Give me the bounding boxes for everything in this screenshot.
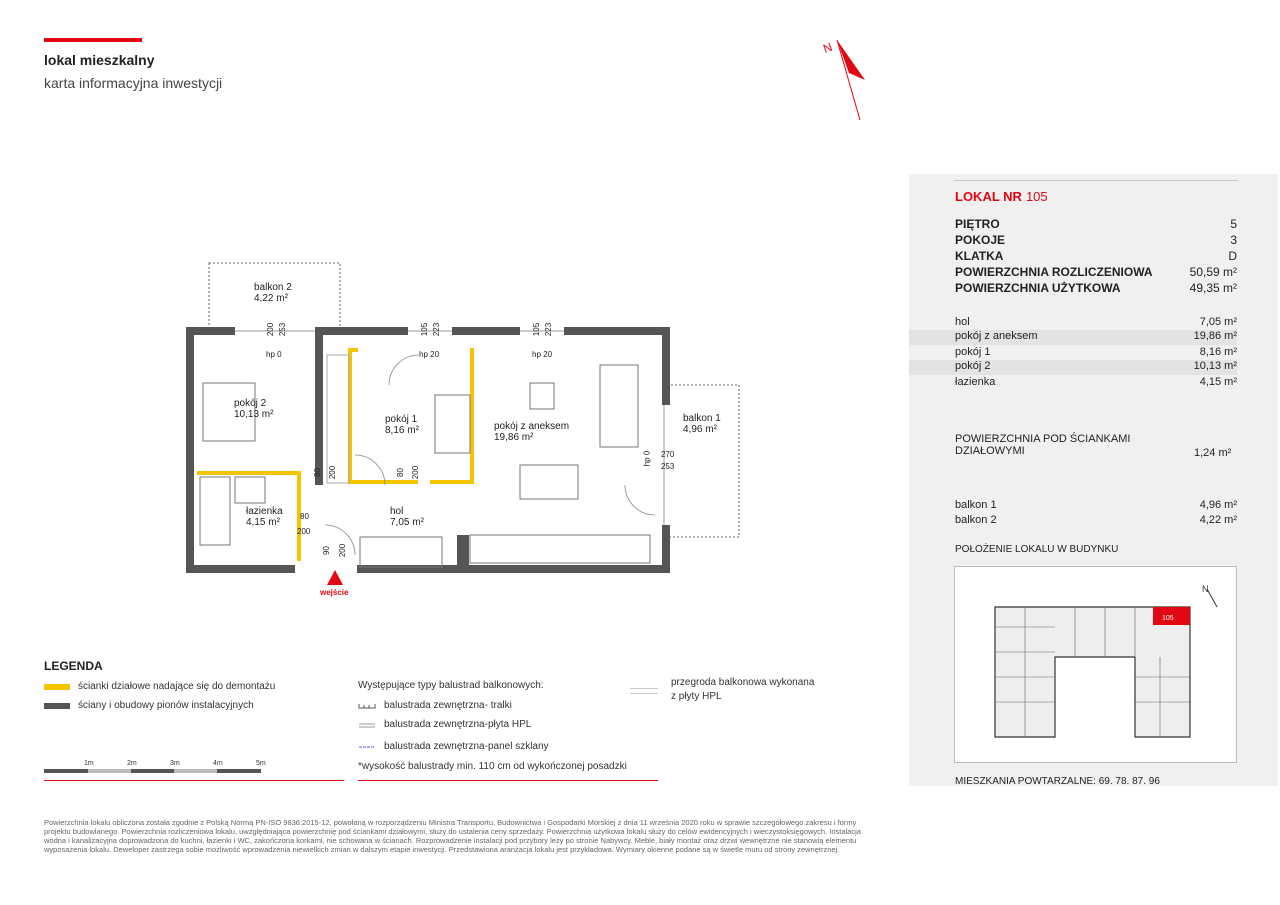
dim-label: 200 [338, 543, 348, 558]
room-area-row: pokój 1 8,16 m² [955, 346, 1237, 358]
room-label: balkon 2 4,22 m² [254, 282, 292, 304]
svg-text:105: 105 [1162, 615, 1174, 622]
partition-note: przegroda balkonowa wykonana z płyty HPL [671, 677, 815, 702]
dim-label: 200 [328, 465, 338, 480]
balcony-row: balkon 1 4,96 m² [955, 499, 1237, 511]
walls-value: 1,24 m² [1194, 447, 1232, 459]
dim-label: 80 [300, 512, 309, 521]
dim-label: 90 [321, 546, 331, 555]
legend-item: balustrada zewnętrzna-panel szklany [384, 741, 549, 752]
legend-item: ścianki działowe nadające się do demontażu [44, 681, 275, 692]
floor-plan [185, 255, 755, 605]
room-label: łazienka 4,15 m² [246, 506, 283, 528]
svg-text:N: N [1202, 584, 1209, 594]
legend-item: balustrada zewnętrzna- tralki [358, 700, 512, 711]
room-area-row: pokój z aneksem 19,86 m² [909, 330, 1237, 345]
room-label: pokój 2 10,13 m² [234, 398, 274, 420]
lokal-number: LOKAL NR 105 [955, 189, 1048, 204]
summary-row: POKOJE 3 [955, 233, 1237, 247]
summary-row: KLATKA D [955, 249, 1237, 263]
dim-label: 270 [661, 450, 675, 459]
dim-label: 105 [420, 322, 430, 337]
hpl-partition-icon [630, 688, 658, 694]
summary-row: PIĘTRO 5 [955, 217, 1237, 231]
page-title: lokal mieszkalny [44, 52, 155, 68]
dim-label: 223 [432, 322, 442, 337]
dim-label: 80 [395, 468, 405, 477]
room-label: pokój z aneksem 19,86 m² [494, 421, 570, 443]
dim-label: 200 [266, 322, 276, 337]
dim-label: 223 [544, 322, 554, 337]
page-subtitle: karta informacyjna inwestycji [44, 75, 223, 91]
room-label: hol 7,05 m² [390, 506, 424, 528]
balcony-row: balkon 2 4,22 m² [955, 514, 1237, 526]
room-area-row: łazienka 4,15 m² [955, 376, 1237, 388]
dim-label: hp 0 [642, 450, 652, 467]
legend-item: balustrada zewnętrzna-płyta HPL [358, 719, 531, 730]
entrance-label: wejście [320, 588, 349, 597]
balustrade-note: *wysokość balustrady min. 110 cm od wykończonej posadzki [358, 761, 627, 772]
scale-bar: 1m 2m 3m 4m 5m [44, 760, 269, 780]
summary-row: POWIERZCHNIA UŻYTKOWA 49,35 m² [955, 281, 1237, 295]
dim-label: 253 [661, 462, 675, 471]
legend-title: LEGENDA [44, 659, 103, 673]
dim-label: hp 20 [419, 350, 440, 359]
brand-accent-bar [44, 38, 142, 42]
dim-label: 253 [278, 322, 288, 337]
room-area-row: hol 7,05 m² [955, 316, 1237, 328]
swatch-yellow [44, 684, 70, 690]
outer-walls [190, 331, 666, 569]
dim-label: 200 [297, 527, 311, 536]
legend-item: ściany i obudowy pionów instalacyjnych [44, 700, 254, 711]
compass-north-arrow-icon [815, 35, 875, 125]
room-area-row: pokój 2 10,13 m² [909, 360, 1237, 375]
dim-label: 105 [532, 322, 542, 337]
walls-label: POWIERZCHNIA POD ŚCIANKAMI DZIAŁOWYMI [955, 433, 1131, 457]
swatch-grey [44, 703, 70, 709]
dim-label: hp 0 [266, 350, 282, 359]
dim-label: 80 [312, 468, 322, 477]
legend-divider [44, 780, 344, 781]
balkon-1-outline [663, 385, 739, 537]
room-label: pokój 1 8,16 m² [385, 414, 419, 436]
compass-label: N [821, 39, 835, 56]
summary-row: POWIERZCHNIA ROZLICZENIOWA 50,59 m² [955, 265, 1237, 279]
position-label: POŁOŻENIE LOKALU W BUDYNKU [955, 544, 1119, 555]
legend-divider [358, 780, 658, 781]
dim-label: 200 [411, 465, 421, 480]
balustrade-title: Występujące typy balustrad balkonowych: [358, 680, 544, 691]
disclaimer: Powierzchnia lokalu obliczona została zgodnie z Polską Normą PN-ISO 9836:2015-12, powołaną w rozporządzeniu Ministra Transportu, Budownictwa i Gospodarki Morskiej z dnia 11 września 2020 roku w sprawie szczegółowego zakresu i formy projektu budowlanego. Powierzchnia rozliczeniowa lokalu, uwzględniająca powierzchnię pod ściankami działowymi, służy do ustalenia ceny sprzedaży. Powierzchnia użytkowa lokalu służy do celów ewidencyjnych i wieczystoksięgowych. Instalacja wodna i kanalizacyjna doprowadzona do kuchni, łazienki i WC, zakończona korkami, nie schowana w ścianach. Rozprowadzenie instalacji pod przybory leży po stronie Nabywcy. Meble, biały montaż oraz drzwi wewnętrzne nie stanowią elementu wyposażenia lokalu. Deweloper zastrzega sobie możliwość wprowadzenia niewielkich zmian w dalszym etapie inwestycji. Przedstawiona aranżacja lokalu jest przykładowa. Wymiary okienne podane są w świetle muru od strony zewnętrznej. [44, 818, 861, 854]
repeated-units: MIESZKANIA POWTARZALNE: 69. 78. 87. 96 [955, 776, 1160, 787]
dim-label: hp 20 [532, 350, 553, 359]
room-label: balkon 1 4,96 m² [683, 413, 721, 435]
building-minimap [954, 566, 1237, 763]
